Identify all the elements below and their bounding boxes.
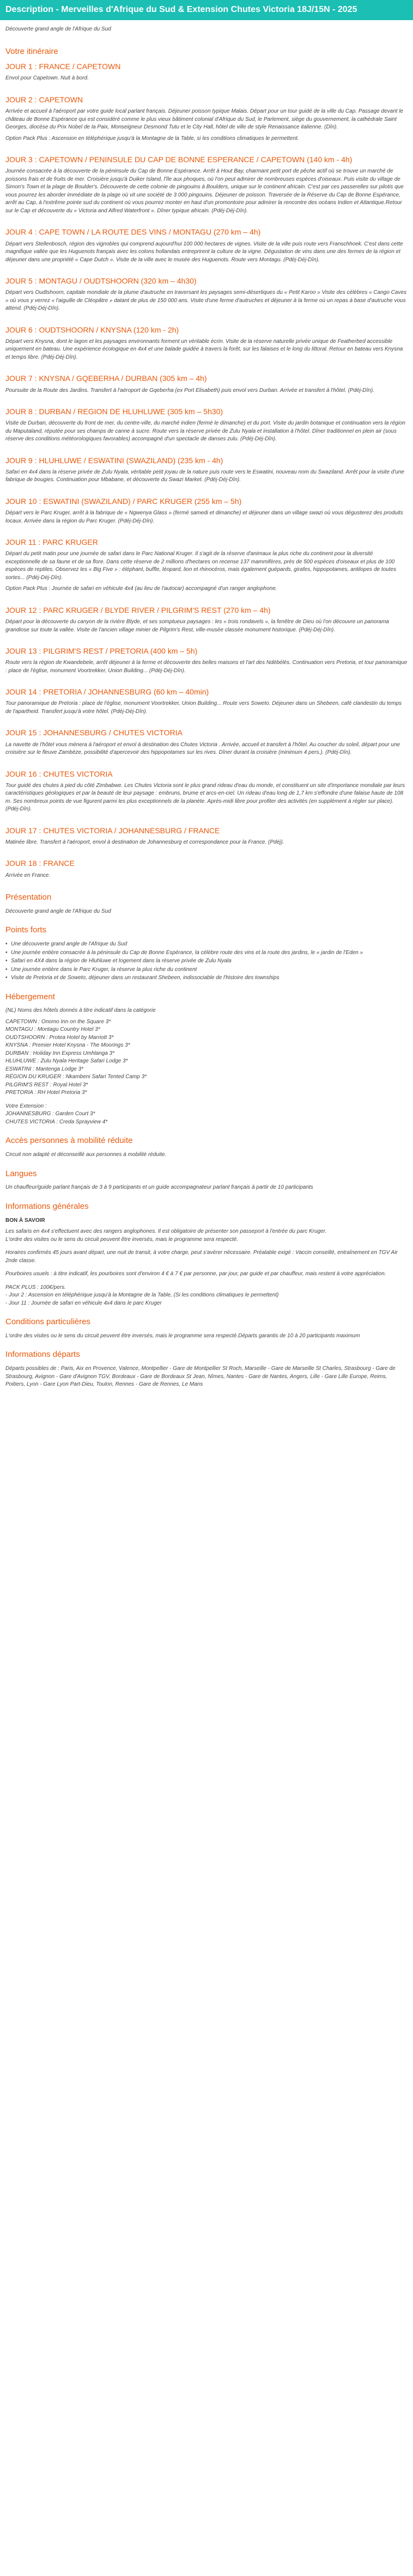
- list-item: • Visite de Pretoria et de Soweto, déjeuner dans un restaurant Shebeen, indissociable de l'histoire des townships: [5, 974, 408, 982]
- hotel-line: ESWATINI : Mantenga Lodge 3*: [5, 1066, 84, 1072]
- day-description: Poursuite de la Route des Jardins. Transfert à l'aéroport de Gqeberha (ex Port Elisabeth) puis envol vers Durban. Arrivée et transfert à l'hôtel. (Pdéj-Dîn).: [5, 387, 374, 394]
- info-line: - Jour 2 : Ascension en téléphérique jusqu'à la Montagne de la Table, (Si les conditions climatiques le permettent): [5, 1292, 279, 1299]
- langues-text: Un chauffeur/guide parlant français de 3 à 9 participants et un guide accompagnateur parlant français à partir de 10 participants: [5, 1184, 313, 1191]
- hotel-line: DURBAN : Holiday Inn Express Umhlanga 3*: [5, 1050, 115, 1056]
- hotel-list: [5, 1018, 408, 1127]
- day-block: [5, 769, 408, 814]
- departs-text: Départs possibles de : Paris, Aix en Provence, Valence, Montpellier - Gare de Montpellier St Roch, Marseille - Gare de Marseille St Charles, Strasbourg - Gare de Strasbourg, Avignon - Gare d'Avignon TGV, Bordeaux - Gare de Bordeaux St Jean, Nîmes, Nantes - Gare de Nantes, Angers, Lille - Gare Lille Europe, Reims, Poitiers, Lyon - Gare Lyon Part-Dieu, Toulon, Rennes - Gare de Rennes, Le Mans: [5, 1366, 396, 1388]
- day-block: [5, 456, 408, 484]
- day-title: JOUR 15 : JOHANNESBURG / CHUTES VICTORIA: [5, 728, 183, 737]
- day-block: [5, 858, 408, 880]
- info-line: Pourboires usuels : à titre indicatif, les pourboires sont d'environ 4 € à 7 € par personne, par jour, par guide et par chauffeur, mais restent à votre appréciation.: [5, 1271, 386, 1277]
- day-block: [5, 276, 408, 313]
- day-block: [5, 826, 408, 847]
- main-content: [0, 20, 413, 1389]
- hotel-line: PRETORIA : RH Hotel Pretoria 3*: [5, 1090, 87, 1096]
- day-title: JOUR 6 : OUDTSHOORN / KNYSNA (120 km - 2h): [5, 325, 179, 334]
- day-description: Départ vers Oudtshoorn, capitale mondiale de la plume d'autruche en traversant les paysages semi-désertiques du « Petit Karoo » Visite des célèbres « Cango Caves » où vous y verrez « l'aiguille de Cléopâtre » datant de plus de 150 000 ans. Visite d'une ferme d'autruches et déjeuner à la ferme où un repas à base d'autruche vous attend. (Pdéj-Déj-Dîn).: [5, 290, 407, 312]
- langues-title: Langues: [5, 1169, 37, 1178]
- itinerary-title: Votre itinéraire: [5, 46, 58, 56]
- list-item: • Une journée entière consacrée à la péninsule du Cap de Bonne Espérance, la célèbre route des vins et la route des jardins, le « jardin de l'Eden »: [5, 949, 408, 957]
- day-description: Visite de Durban, découverte du front de mer, du centre-ville, du marché indien (fermé le dimanche) et du port. Visite du jardin botanique et continuation vers la région du Maputaland, réputée pour ses champs de canne à sucre. Route vers la réserve privée de Zulu Nyala et installation à l'hôtel. Dîner traditionnel en plein air (sous réserve des conditions météorologiques favorables) accompagné d'un spectacle de danses zulu. (Pdéj-Déj-Dîn).: [5, 420, 405, 442]
- conditions-title: Conditions particulières: [5, 1317, 90, 1327]
- day-description: Journée consacrée à la découverte de la péninsule du Cap de Bonne Espérance. Arrêt à Hout Bay, charmant petit port de pêche actif où se trouve un marché de poissons frais et de fruits de mer. Croisière jusqu'à Duiker Island, l'île aux phoques, où l'on peut admirer de nombreuses espèces d'oiseaux. Puis visite du village de Simon's Town et la plage de Boulder's. Découverte de cette colonie de pingouins à Boulders, unique sur le continent africain. C'est par ces passerelles sur pilotis que vous pourrez les aborder immédiate de la plage où vit une société de 3 000 pingouins. Déjeuner de poisson. Traversée de la Réserve du Cap de Bonne Espérance, arrêt au Cap, à l'extrême pointe sud du continent où vous pourrez monter en haut d'un promontoire pour admirer la rencontre des océans Indien et Atlantique.Retour sur le Cap et découverte du « Victoria and Alfred Waterfront ». Dîner typique africain. (Pdéj-Déj-Dîn).: [5, 168, 404, 214]
- day-description: Tour guidé des chutes à pied du côté Zimbabwe. Les Chutes Victoria sont le plus grand rideau d'eau du monde, et constituent un site d'importance mondiale par leurs caractéristiques géologiques et par la beauté de leur paysage : embruns, brume et arcs-en-ciel. Un rideau d'eau long de 1,7 km s'effondre d'une falaise haute de 108 m. Ses nombreux points de vue figurent parmi les plus exceptionnels de la planète. Après-midi libre pour profiter des activités (en supplément à régler sur place). (Pdéj-Dîn).: [5, 782, 405, 813]
- list-item: • Safari en 4X4 dans la région de Hluhluwe et logement dans la réserve privée de Zulu Nyala: [5, 957, 408, 966]
- points-forts-list: [5, 940, 408, 982]
- day-description: Route vers la région de Kwandebele, arrêt déjeuner à la ferme et découverte des belles maisons et l'art des Ndébélés. Continuation vers Pretoria, et tour panoramique : place de l'église, monument Voortrekker, Union Building... (Pdéj-Déj-Dîn).: [5, 660, 408, 674]
- day-block: [5, 227, 408, 264]
- itinerary-list: [5, 62, 408, 880]
- page-title: Description - Merveilles d'Afrique du Sud & Extension Chutes Victoria 18J/15N - 2025: [5, 5, 357, 14]
- day-title: JOUR 1 : FRANCE / CAPETOWN: [5, 62, 121, 71]
- list-item: • Une journée entière dans le Parc Kruger, la réserve la plus riche du continent: [5, 966, 408, 974]
- day-title: JOUR 9 : HLUHLUWE / ESWATINI (SWAZILAND) (235 km - 4h): [5, 456, 223, 465]
- day-block: [5, 325, 408, 362]
- day-block: [5, 646, 408, 675]
- day-block: [5, 95, 408, 143]
- hotel-line: OUDTSHOORN : Protea Hotel by Marriott 3*: [5, 1034, 114, 1041]
- day-description: Arrivée et accueil à l'aéroport par votre guide local parlant français. Déjeuner poisson typique Malais. Départ pour un tour guidé de la ville du Cap. Passage devant le château de Bonne Espérance qui est considéré comme le plus vieux bâtiment colonial d'Afrique du Sud, le Parlement, siège du gouvernement, la cathédrale Saint Georges, diocèse du Prix Nobel de la Paix, Monseigneur Desmond Tutu et le City Hall, hôtel de ville de style Renaissance italienne. (Dîn).: [5, 108, 404, 131]
- day-description: Matinée libre. Transfert à l'aéroport, envol à destination de Johannesburg et correspondance pour la France. (Pdéj).: [5, 839, 284, 845]
- hotel-line: RÉGION DU KRUGER : Nkambeni Safari Tented Camp 3*: [5, 1074, 147, 1080]
- day-block: [5, 62, 408, 83]
- day-block: [5, 687, 408, 716]
- day-description: Départ vers le Parc Kruger, arrêt à la fabrique de « Ngwenya Glass » (fermé samedi et dimanche) et déjeuner dans un village swazi où vous dégusterez des produits locaux. Arrivée dans la région du Parc Kruger. (Pdéj-Déj-Dîn).: [5, 510, 403, 524]
- day-description: Safari en 4x4 dans la réserve privée de Zulu Nyala, véritable petit joyau de la nature puis route vers le Eswatini, nouveau nom du Swaziland. Arrêt pour la visite d'une fabrique de bougies. Continuation pour Mbabane, et découverte du Swazi Market. (Pdéj-Déj-Dîn).: [5, 469, 404, 483]
- day-description: Départ du petit matin pour une journée de safari dans le Parc National Kruger. Il s'agit de la réserve d'animaux la plus riche du continent pour la diversité exceptionnelle de sa faune et de sa flore. Dans cette réserve de 2 millions d'hectares on recense 137 mammifères, près de 500 espèces d'oiseaux et plus de 100 espèces de reptiles. Observez les « Big Five » : éléphant, buffle, léopard, lion et rhinocéros, mais également guépards, girafes, hippopotames, antilopes de toutes sortes... (Pdéj-Déj-Dîn).: [5, 551, 397, 581]
- infos-title: Informations générales: [5, 1201, 89, 1211]
- hotel-line: CAPETOWN : Onomo Inn on the Square 3*: [5, 1018, 111, 1025]
- day-title: JOUR 12 : PARC KRUGER / BLYDE RIVER / PILGRIM'S REST (270 km – 4h): [5, 605, 271, 614]
- day-title: JOUR 8 : DURBAN / REGION DE HLUHLUWE (305 km – 5h30): [5, 407, 223, 416]
- acces-title: Accès personnes à mobilité réduite: [5, 1136, 133, 1146]
- hotel-line: KNYSNA : Premier Hotel Knysna - The Moorings 3*: [5, 1042, 130, 1049]
- day-block: [5, 155, 408, 215]
- hotel-line: HLUHLUWE : Zulu Nyala Heritage Safari Lodge 3*: [5, 1058, 128, 1065]
- day-title: JOUR 18 : FRANCE: [5, 859, 75, 868]
- day-block: [5, 407, 408, 444]
- list-item: • Une découverte grand angle de l'Afrique du Sud: [5, 940, 408, 949]
- day-title: JOUR 14 : PRETORIA / JOHANNESBURG (60 km – 40min): [5, 687, 209, 697]
- extension-title: Votre Extension :: [5, 1103, 47, 1109]
- day-title: JOUR 5 : MONTAGU / OUDTSHOORN (320 km – 4h30): [5, 276, 197, 285]
- day-title: JOUR 4 : CAPE TOWN / LA ROUTE DES VINS / MONTAGU (270 km – 4h): [5, 228, 261, 237]
- day-option: Option Pack Plus : Ascension en téléphérique jusqu'à la Montagne de la Table, si les conditions climatiques le permettent.: [5, 135, 299, 142]
- day-title: JOUR 17 : CHUTES VICTORIA / JOHANNESBURG / FRANCE: [5, 826, 220, 835]
- info-line: Horaires confirmés 45 jours avant départ, une nuit de transit, à votre charge, peut s'avérer nécessaire. Préalable exigé : Vaccin conseillé, entraînement en TGV Air 2nde classe.: [5, 1250, 398, 1264]
- hotel-line: PILGRIM'S REST : Royal Hotel 3*: [5, 1081, 88, 1088]
- info-line: PACK PLUS : 100€/pers.: [5, 1284, 66, 1290]
- day-title: JOUR 16 : CHUTES VICTORIA: [5, 769, 113, 778]
- day-block: [5, 605, 408, 634]
- presentation-text: Découverte grand angle de l'Afrique du Sud: [5, 908, 111, 914]
- bon-a-savoir-heading: BON À SAVOIR: [5, 1217, 45, 1224]
- day-title: JOUR 7 : KNYSNA / GQEBERHA / DURBAN (305 km – 4h): [5, 374, 207, 383]
- day-description: Tour panoramique de Pretoria : place de l'église, monument Voortrekker, Union Building... Route vers Soweto. Déjeuner dans un Shebeen, café clandestin du temps de l'apartheid. Transfert jusqu'à votre hôtel. (Pdéj-Déj-Dîn).: [5, 700, 402, 715]
- day-description: Départ vers Stellenbosch, région des vignobles qui comprend aujourd'hui 100 000 hectares de vignes. Visite de la ville puis route vers Franschhoek. C'est dans cette magnifique vallée que les Huguenots français avec les colons hollandais entreprirent la culture de la vigne. Dégustation de vins dans une des fermes de la région et déjeuner dans une propriété « Cape Dutch ». Visite de la ville avec le musée des Huguenots. Route vers Montagu. (Pdéj-Déj-Dîn).: [5, 241, 403, 263]
- hotel-line: JOHANNESBURG : Garden Court 3*: [5, 1111, 95, 1117]
- day-block: [5, 537, 408, 593]
- day-title: JOUR 13 : PILGRIM'S REST / PRETORIA (400 km – 5h): [5, 647, 198, 655]
- hebergement-title: Hébergement: [5, 992, 55, 1001]
- day-block: [5, 728, 408, 757]
- presentation-title: Présentation: [5, 893, 52, 902]
- hebergement-note: (NL) Noms des hôtels donnés à titre indicatif dans la catégorie: [5, 1007, 156, 1014]
- day-title: JOUR 10 : ESWATINI (SWAZILAND) / PARC KRUGER (255 km – 5h): [5, 496, 242, 506]
- day-title: JOUR 2 : CAPETOWN: [5, 95, 83, 104]
- day-description: Arrivée en France.: [5, 872, 51, 878]
- day-title: JOUR 11 : PARC KRUGER: [5, 538, 98, 547]
- conditions-text: L'ordre des visites ou le sens du circuit peuvent être inversés, mais le programme sera respecté.Départs garantis de 10 à 20 participants maximum: [5, 1332, 360, 1339]
- hotel-line: MONTAGU : Montagu Country Hotel 3*: [5, 1026, 100, 1033]
- intro-text: Découverte grand angle de l'Afrique du Sud: [5, 26, 111, 32]
- points-forts-title: Points forts: [5, 925, 47, 935]
- day-option: Option Pack Plus : Journée de safari en véhicule 4x4 (au lieu de l'autocar) accompagné d'un ranger anglophone.: [5, 586, 277, 592]
- hotel-line: CHUTES VICTORIA : Creda Sprayview 4*: [5, 1118, 108, 1125]
- day-description: Départ pour la découverte du canyon de la rivière Blyde, et ses somptueux paysages : les « trois rondavels », la fenêtre de Dieu où l'on découvre un panorama grandiose sur toute la vallée. Visite de l'ancien village minier de Pilgrim's Rest, ville-musée classée monument historique. (Pdéj-Déj-Dîn).: [5, 619, 389, 633]
- page-header: [0, 0, 413, 20]
- day-description: La navette de l'hôtel vous ménera à l'aéroport et envol à destination des Chutes Victoria . Arrivée, accueil et transfert à l'hôtel. Au coucher du soleil, départ pour une croisière sur le fleuve Zambèze, possibilité d'apercevoir des hippopotames sur les rives. Dîner durant la croisière (minimum 4 pers.). (Pdéj-Dîn).: [5, 741, 400, 756]
- acces-text: Circuit non adapté et déconseillé aux personnes à mobilité réduite.: [5, 1152, 167, 1158]
- day-description: Départ vers Knysna, dont le lagon et les paysages environnants forment un véritable écrin. Visite de la réserve naturelle privée unique de Featherbed accessible uniquement en bateau. Une expérience écologique en 4x4 et une balade guidée à travers la forêt, sur les falaises et le long du littoral. Retour en bateau vers Knysna et temps libre. (Pdéj-Déj-Dîn).: [5, 338, 403, 360]
- info-line: - Jour 11 : Journée de safari en véhicule 4x4 dans le parc Kruger: [5, 1300, 162, 1306]
- info-line: Les safaris en 4x4 s'effectuent avec des rangers anglophones. Il est obligatoire de présenter son passeport à l'entrée du parc Kruger.: [5, 1228, 327, 1235]
- day-block: [5, 496, 408, 525]
- infos-list: [5, 1228, 408, 1307]
- day-block: [5, 373, 408, 395]
- departs-title: Informations départs: [5, 1350, 80, 1360]
- day-description: Envol pour Capetown. Nuit à bord.: [5, 75, 89, 82]
- day-title: JOUR 3 : CAPETOWN / PENINSULE DU CAP DE BONNE ESPERANCE / CAPETOWN (140 km - 4h): [5, 155, 353, 164]
- info-line: L'ordre des visites ou le sens du circuit peuvent être inversés, mais le programme sera respecté.: [5, 1236, 239, 1243]
